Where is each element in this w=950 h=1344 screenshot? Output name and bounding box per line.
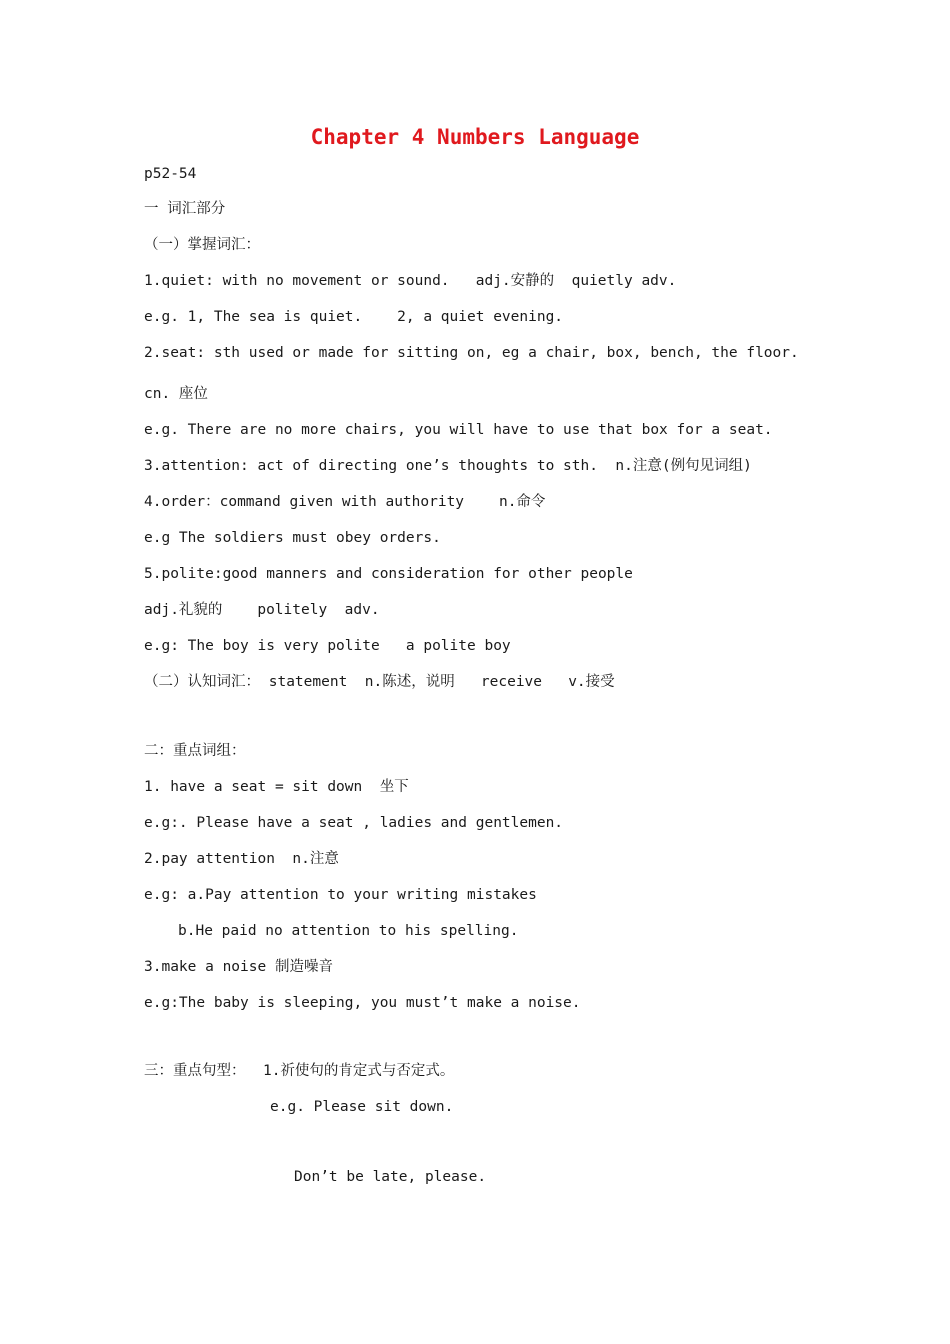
vocab-order: 4.order：command given with authority n.命令 [144, 494, 546, 510]
example-order: e.g The soldiers must obey orders. [144, 530, 441, 546]
vocab-polite-meaning: adj.礼貌的 politely adv. [144, 602, 380, 618]
example-seat: e.g. There are no more chairs, you will have to use that box for a seat. [144, 422, 773, 438]
section-vocabulary-heading: 一 词汇部分 [144, 201, 226, 217]
vocab-quiet: 1.quiet: with no movement or sound. adj.安静的 quietly adv. [144, 273, 677, 289]
vocab-seat: 2.seat: sth used or made for sitting on, eg a chair, box, bench, the floor. [144, 345, 799, 361]
vocab-polite: 5.polite:good manners and consideration for other people [144, 566, 633, 582]
document-title: Chapter 4 Numbers Language [310, 125, 640, 149]
vocab-attention: 3.attention: act of directing one’s thoughts to sth. n.注意(例句见词组) [144, 458, 752, 474]
example-dont-be-late: Don’t be late, please. [294, 1169, 487, 1185]
section-key-sentences-heading: 三：重点句型： 1.祈使句的肯定式与否定式。 [144, 1063, 455, 1079]
phrase-pay-attention: 2.pay attention n.注意 [144, 851, 339, 867]
example-quiet: e.g. 1, The sea is quiet. 2, a quiet evening. [144, 309, 564, 325]
phrase-have-a-seat: 1. have a seat = sit down 坐下 [144, 779, 409, 795]
example-polite: e.g: The boy is very polite a polite boy [144, 638, 511, 654]
vocab-seat-meaning: cn. 座位 [144, 386, 208, 402]
subsection-recognition-vocabulary: （二）认知词汇： statement n.陈述，说明 receive v.接受 [144, 674, 615, 690]
page-range: p52-54 [144, 166, 197, 182]
phrase-make-a-noise: 3.make a noise 制造噪音 [144, 959, 333, 975]
example-pay-attention-b: b.He paid no attention to his spelling. [178, 923, 519, 939]
example-pay-attention-a: e.g: a.Pay attention to your writing mistakes [144, 887, 537, 903]
example-make-a-noise: e.g:The baby is sleeping, you must’t make a noise. [144, 995, 581, 1011]
subsection-master-vocabulary: （一）掌握词汇： [144, 237, 260, 253]
section-key-phrases-heading: 二：重点词组： [144, 743, 246, 759]
example-have-a-seat: e.g:. Please have a seat , ladies and gentlemen. [144, 815, 564, 831]
example-sit-down: e.g. Please sit down. [270, 1099, 454, 1115]
